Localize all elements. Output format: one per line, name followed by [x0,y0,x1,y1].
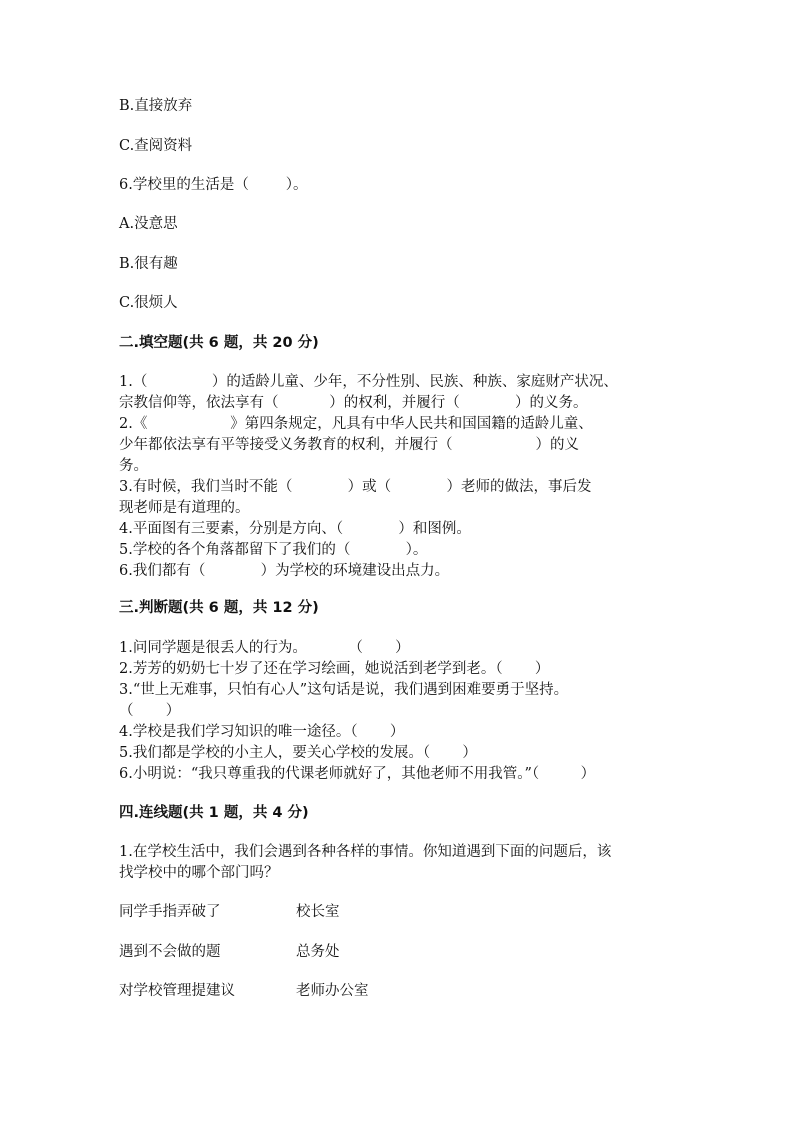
fill-blank-line: 2.《 》第四条规定，凡具有中华人民共和国国籍的适龄儿童、 [119,416,593,432]
fill-blank-line: 4.平面图有三要素，分别是方向、（ ）和图例。 [119,521,471,537]
q6-option-c: C.很烦人 [119,295,178,311]
true-false-line: （ ） [119,703,181,719]
true-false-line: 6.小明说：“我只尊重我的代课老师就好了，其他老师不用我管。”（ ） [119,766,596,782]
true-false-line: 4.学校是我们学习知识的唯一途径。（ ） [119,724,405,740]
q5-option-c: C.查阅资料 [119,138,193,154]
q6-option-a: A.没意思 [119,216,178,232]
matching-left-item: 遇到不会做的题 [119,944,221,960]
matching-stem-line: 找学校中的哪个部门吗？ [119,865,279,881]
section-title-fill-blank: 二.填空题(共 6 题，共 20 分) [119,335,319,351]
matching-left-item: 同学手指弄破了 [119,904,221,920]
true-false-line: 1.问同学题是很丢人的行为。 （ ） [119,640,410,656]
q6-option-b: B.很有趣 [119,256,178,272]
matching-left-item: 对学校管理提建议 [119,983,235,999]
section-title-true-false: 三.判断题(共 6 题，共 12 分) [119,600,319,616]
fill-blank-line: 现老师是有道理的。 [119,500,250,516]
fill-blank-line: 5.学校的各个角落都留下了我们的（ ）。 [119,542,428,558]
fill-blank-line: 1.（ ）的适龄儿童、少年，不分性别、民族、种族、家庭财产状况、 [119,374,618,390]
true-false-line: 5.我们都是学校的小主人，要关心学校的发展。（ ） [119,745,477,761]
matching-right-item: 总务处 [296,944,340,960]
fill-blank-line: 少年都依法享有平等接受义务教育的权利，并履行（ ）的义 [119,437,579,453]
matching-right-item: 老师办公室 [296,983,369,999]
fill-blank-line: 3.有时候，我们当时不能（ ）或（ ）老师的做法，事后发 [119,479,592,495]
q5-option-b: B.直接放弃 [119,98,193,114]
q6-stem: 6.学校里的生活是（ ）。 [119,177,308,193]
fill-blank-line: 务。 [119,458,148,474]
true-false-line: 3.“世上无难事，只怕有心人”这句话是说，我们遇到困难要勇于坚持。 [119,682,569,698]
matching-right-item: 校长室 [296,904,340,920]
matching-stem-line: 1.在学校生活中，我们会遇到各种各样的事情。你知道遇到下面的问题后，该 [119,844,612,860]
section-title-matching: 四.连线题(共 1 题，共 4 分) [119,805,309,821]
true-false-line: 2.芳芳的奶奶七十岁了还在学习绘画，她说活到老学到老。（ ） [119,661,550,677]
fill-blank-line: 宗教信仰等，依法享有（ ）的权利，并履行（ ）的义务。 [119,395,588,411]
fill-blank-line: 6.我们都有（ ）为学校的环境建设出点力。 [119,563,450,579]
